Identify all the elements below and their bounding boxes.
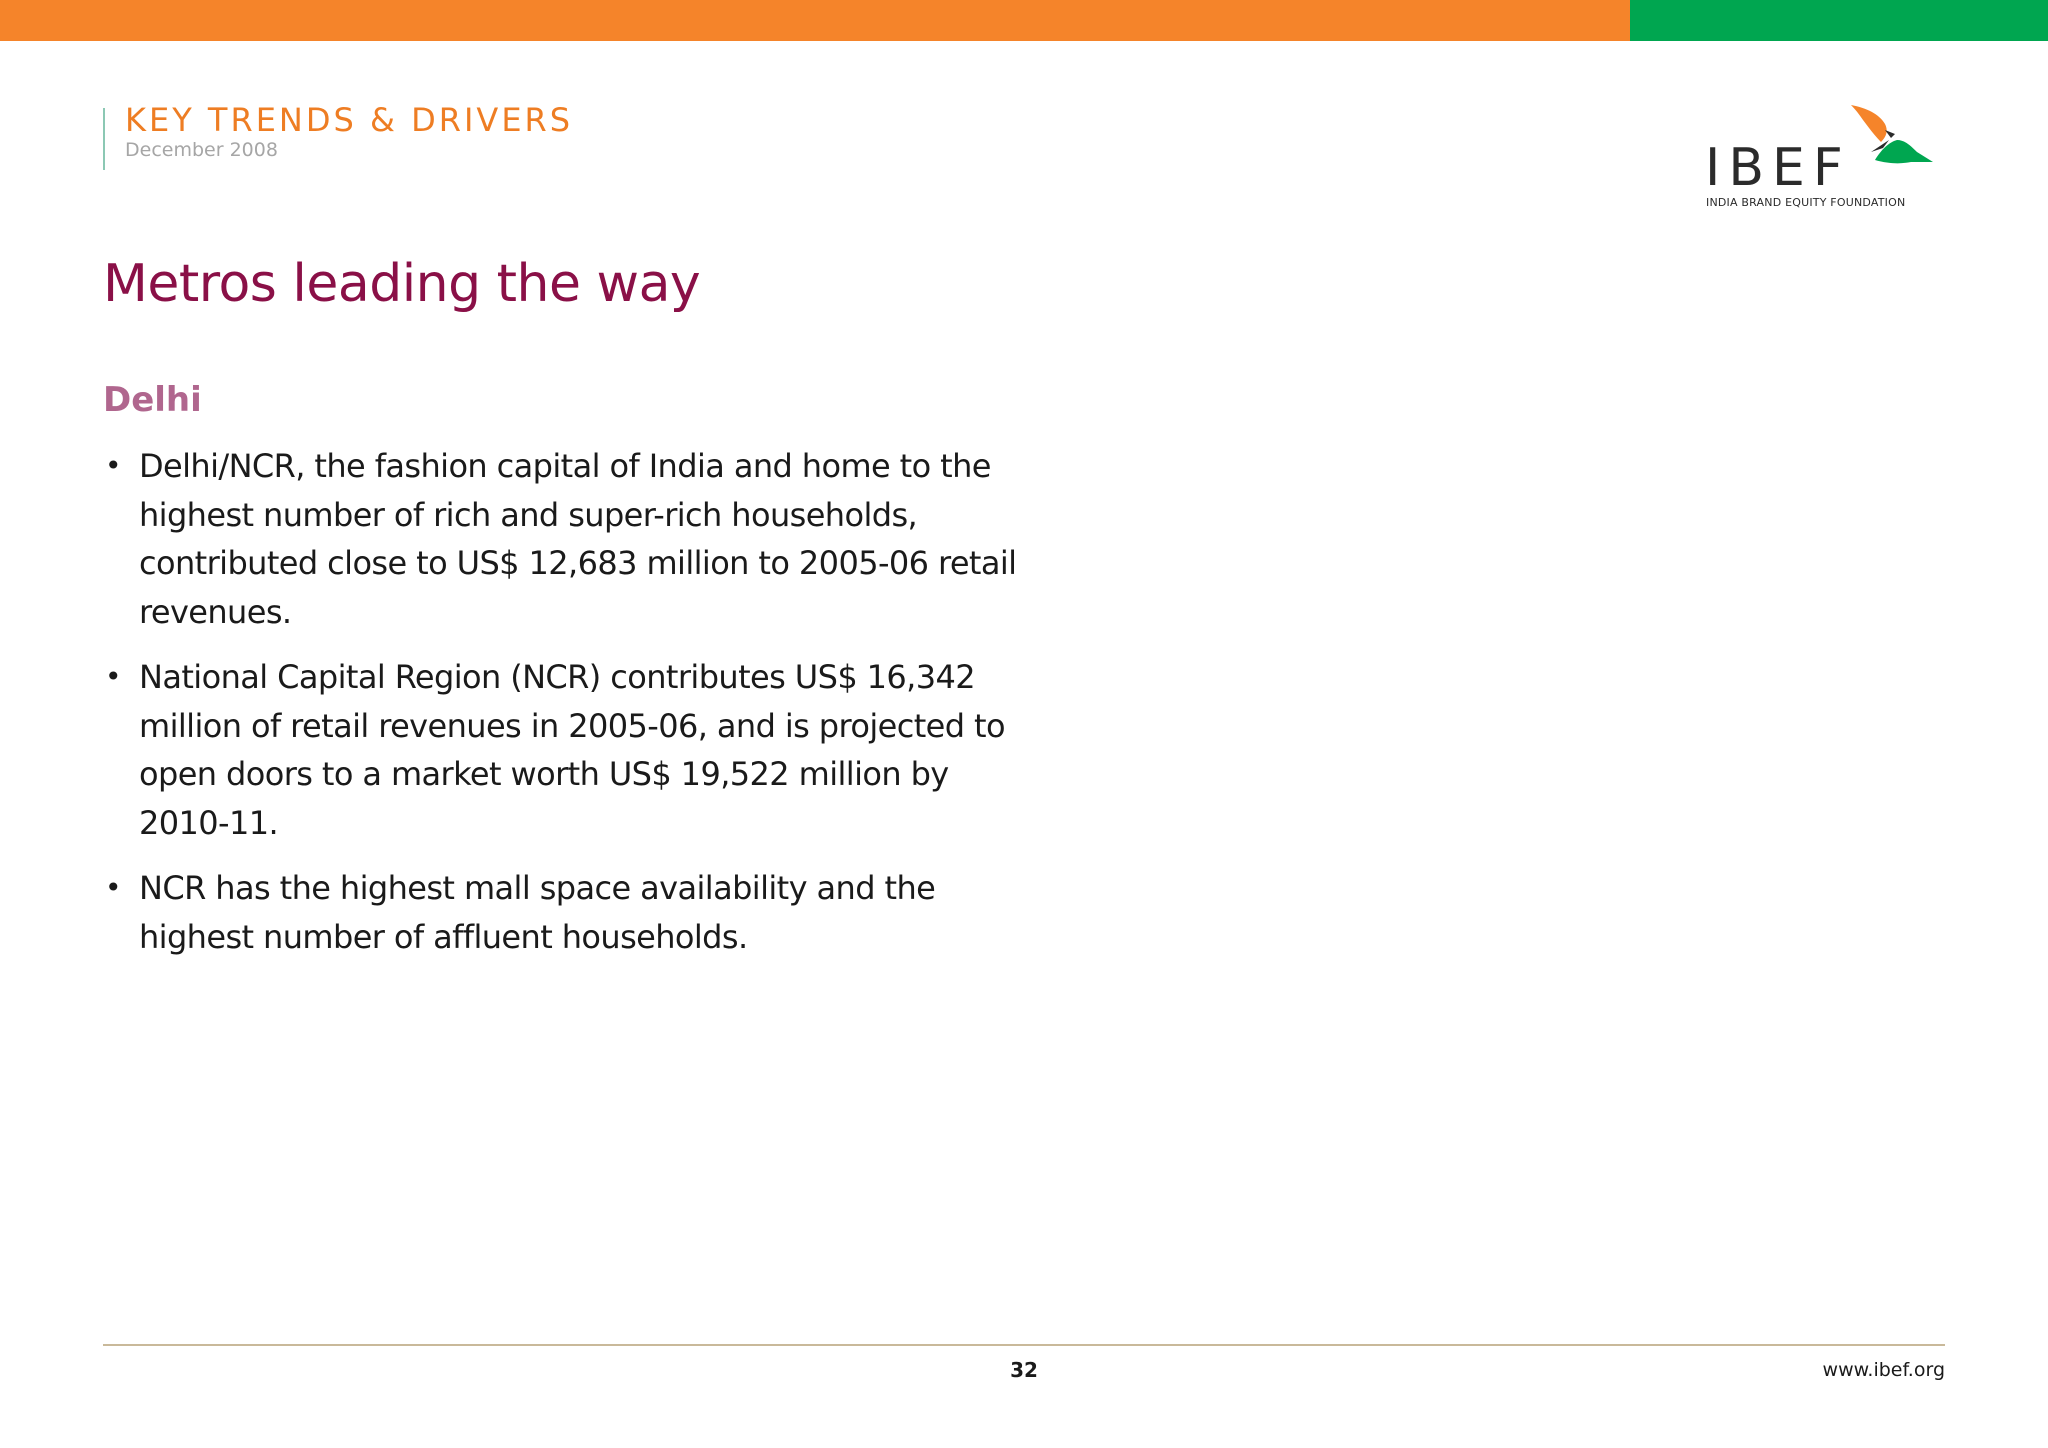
bullet-list xyxy=(103,442,1023,978)
bird-orange-wing xyxy=(1851,105,1887,142)
subheading-delhi: Delhi xyxy=(103,380,202,420)
section-date: December 2008 xyxy=(125,139,278,161)
bird-logo-icon xyxy=(1845,100,1945,180)
green-band xyxy=(1630,0,2048,41)
footer-divider xyxy=(103,1344,1945,1346)
top-color-bar xyxy=(0,0,2048,41)
page-title: Metros leading the way xyxy=(103,254,701,314)
bird-dark-tail xyxy=(1885,130,1895,138)
orange-band xyxy=(0,0,1630,41)
bird-green-body xyxy=(1875,140,1933,163)
ibef-logo xyxy=(1705,100,1945,212)
page-number: 32 xyxy=(1010,1358,1038,1382)
website-link[interactable]: www.ibef.org xyxy=(1822,1359,1945,1381)
bullet-item xyxy=(103,653,1023,847)
bullet-dot-icon: • xyxy=(105,449,121,482)
bullet-item xyxy=(103,864,1023,961)
bullet-text: NCR has the highest mall space availability and the highest number of affluent households. xyxy=(139,869,936,956)
bullet-dot-icon: • xyxy=(105,660,121,693)
section-label: KEY TRENDS & DRIVERS xyxy=(125,101,574,139)
logo-wordmark: IBEF xyxy=(1705,138,1851,198)
bullet-text: National Capital Region (NCR) contributes US$ 16,342 million of retail revenues in 2005-06, and is projected to open doors to a market worth US$ 19,522 million by 2010-11. xyxy=(139,658,1005,842)
logo-tagline: INDIA BRAND EQUITY FOUNDATION xyxy=(1706,196,1906,209)
bullet-text: Delhi/NCR, the fashion capital of India and home to the highest number of rich and super-rich households, contributed close to US$ 12,683 million to 2005-06 retail revenues. xyxy=(139,447,1017,631)
section-header xyxy=(103,101,574,170)
bullet-item xyxy=(103,442,1023,636)
bullet-dot-icon: • xyxy=(105,871,121,904)
